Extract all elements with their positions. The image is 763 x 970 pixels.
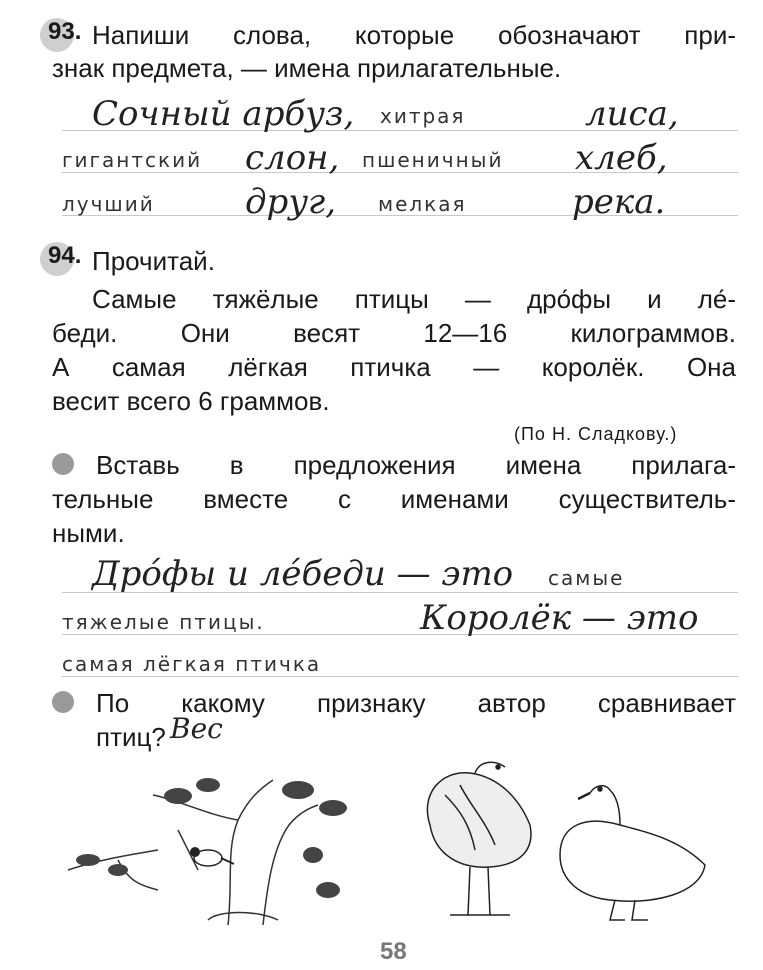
assignment-1-line-3: ными. [52,518,125,548]
writing-line [62,676,738,677]
handwritten-answer: друг, [245,182,337,222]
handwritten-answer: самые [548,566,625,590]
reading-line-1: Самые тяжёлые птицы — дро́фы и ле́- [92,284,736,314]
task-93-number: 93. [48,18,82,45]
task-93-text-line-2: знак предмета, — имена прилагательные. [52,53,562,83]
bullet-point [52,453,74,475]
task-94-number: 94. [48,242,82,269]
task-94-number-badge [40,242,81,270]
handwritten-answer: пшеничный [362,148,504,172]
handwritten-answer: Вес [170,712,223,745]
handwritten-answer: лучший [62,192,155,216]
task-93-number-badge [40,18,81,46]
task-93-text-line-1: Напиши слова, которые обозначают при- [92,20,736,50]
handwritten-answer: самая лёгкая птичка [62,652,322,676]
handwritten-answer: слон, [245,138,340,178]
bullet-point [52,691,74,713]
handwritten-answer: хлеб, [575,138,668,178]
handwritten-answer: мелкая [378,192,467,216]
handwritten-answer: лиса, [585,94,679,134]
bustard-bird [427,762,531,915]
assignment-1-line-2: тельные вместе с именами существитель- [52,484,736,514]
handwritten-answer: тяжелые птицы. [62,610,265,634]
task-94-title: Прочитай. [92,246,215,276]
handwritten-answer: гигантский [62,148,203,172]
handwritten-answer: хитрая [380,104,466,128]
tree-with-kinglet-illustration [58,760,368,930]
reading-source: (По Н. Сладкову.) [514,424,678,444]
assignment-1-line-1: Вставь в предложения имена прилага- [96,450,736,480]
handwritten-answer: Сочный арбуз, [92,94,355,134]
assignment-2-line-2: птиц? [96,722,166,752]
reading-line-4: весит всего 6 граммов. [52,386,330,416]
handwritten-answer: Дро́фы и ле́беди — это [92,554,514,594]
reading-line-2: беди. Они весят 12—16 килограммов. [52,318,736,348]
page-number: 58 [380,938,407,965]
assignment-2-line-1: По какому признаку автор сравнивает [96,688,736,718]
kinglet-bird [190,847,234,866]
handwritten-answer: река. [572,182,666,222]
bustard-and-swan-illustration [410,755,720,930]
swan-bird [560,786,705,920]
handwritten-answer: Королёк — это [420,598,699,638]
reading-line-3: А самая лёгкая птичка — королёк. Она [52,352,736,382]
